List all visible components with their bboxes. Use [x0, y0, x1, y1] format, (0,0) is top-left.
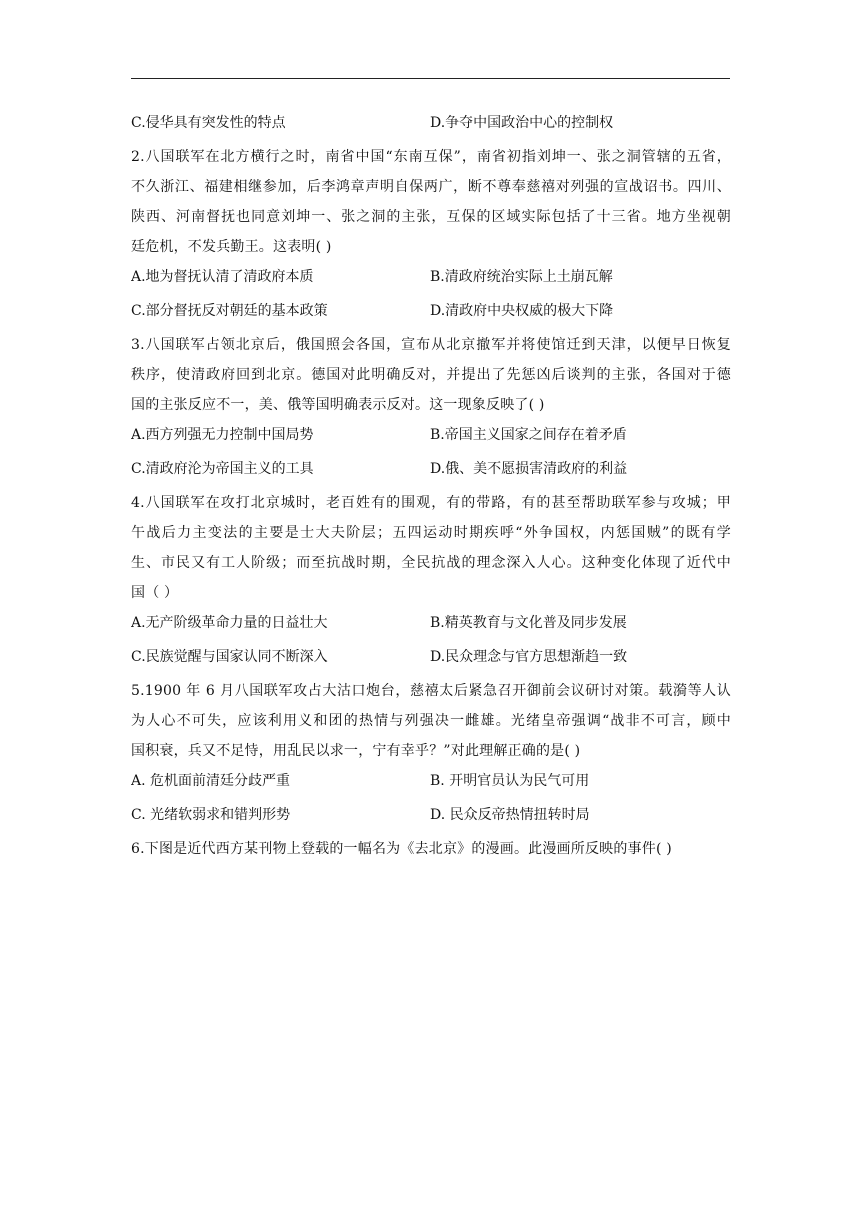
- option-a: A.西方列强无力控制中国局势: [131, 427, 314, 443]
- question-stem-line: 4.八国联军在攻打北京城时，老百姓有的围观，有的带路，有的甚至帮助联军参与攻城；甲: [131, 495, 731, 511]
- option-a: A.无产阶级革命力量的日益壮大: [131, 615, 328, 631]
- question-stem-line: 午战后力主变法的主要是士大夫阶层；五四运动时期疾呼“外争国权，内惩国贼”的既有学: [131, 525, 731, 541]
- option-c: C.部分督抚反对朝廷的基本政策: [131, 303, 328, 319]
- option-row: [131, 642, 731, 676]
- question-stem-line: 为人心不可失，应该利用义和团的热情与列强决一雌雄。光绪皇帝强调“战非不可言，顾中: [131, 713, 731, 729]
- option-a: A. 危机面前清廷分歧严重: [131, 773, 291, 789]
- option-c: C. 光绪软弱求和错判形势: [131, 807, 291, 823]
- question-stem-line: 3.八国联军占领北京后，俄国照会各国，宣布从北京撤军并将使馆迁到天津，以便早日恢复: [131, 337, 731, 353]
- question-6: [131, 834, 731, 864]
- option-row: [131, 262, 731, 296]
- option-row: [131, 420, 731, 454]
- option-c: C.民族觉醒与国家认同不断深入: [131, 649, 328, 665]
- question-stem-line: 不久浙江、福建相继参加，后李鸿章声明自保两广，断不尊奉慈禧对列强的宣战诏书。四川、: [131, 179, 731, 195]
- option-d: D.争夺中国政治中心的控制权: [430, 115, 614, 131]
- question-stem-line: 陕西、河南督抚也同意刘坤一、张之洞的主张，互保的区域实际包括了十三省。地方坐视朝: [131, 209, 731, 225]
- option-a: A.地为督抚认清了清政府本质: [131, 269, 314, 285]
- option-row: [131, 454, 731, 488]
- option-d: D.民众理念与官方思想渐趋一致: [430, 649, 628, 665]
- question-2: [131, 142, 731, 330]
- question-stem-line: 生、市民又有工人阶级；而至抗战时期，全民抗战的理念深入人心。这种变化体现了近代中: [131, 555, 731, 571]
- document-body: [131, 108, 731, 864]
- option-d: D.俄、美不愿损害清政府的利益: [430, 461, 628, 477]
- question-stem-line: 国（ ）: [131, 585, 179, 601]
- question-stem-line: 5.1900 年 6 月八国联军攻占大沽口炮台，慈禧太后紧急召开御前会议研讨对策。载漪等人认: [131, 683, 731, 699]
- option-row: [131, 608, 731, 642]
- option-b: B. 开明官员认为民气可用: [430, 773, 590, 789]
- option-b: B.清政府统治实际上土崩瓦解: [430, 269, 613, 285]
- question-stem-line: 秩序，使清政府回到北京。德国对此明确反对，并提出了先惩凶后谈判的主张，各国对于德: [131, 367, 731, 383]
- option-b: B.精英教育与文化普及同步发展: [430, 615, 627, 631]
- header-rule: [131, 78, 730, 79]
- question-stem-line: 国积衰，兵又不足恃，用乱民以求一，宁有幸乎？”对此理解正确的是( ): [131, 743, 581, 759]
- option-row: [131, 800, 731, 834]
- question-stem-line: 6.下图是近代西方某刊物上登载的一幅名为《去北京》的漫画。此漫画所反映的事件( ): [131, 841, 672, 857]
- option-c: C.清政府沦为帝国主义的工具: [131, 461, 314, 477]
- option-d: D.清政府中央权威的极大下降: [430, 303, 614, 319]
- option-row: [131, 296, 731, 330]
- question-5: [131, 676, 731, 834]
- question-4: [131, 488, 731, 676]
- question-stem-line: 国的主张反应不一，美、俄等国明确表示反对。这一现象反映了( ): [131, 397, 545, 413]
- previous-question-options: [131, 108, 731, 142]
- question-stem-line: 廷危机，不发兵勤王。这表明( ): [131, 239, 332, 255]
- option-row: [131, 766, 731, 800]
- option-d: D. 民众反帝热情扭转时局: [430, 807, 590, 823]
- question-stem-line: 2.八国联军在北方横行之时，南省中国“东南互保”，南省初指刘坤一、张之洞管辖的五省，: [131, 149, 731, 165]
- option-b: B.帝国主义国家之间存在着矛盾: [430, 427, 627, 443]
- option-c: C.侵华具有突发性的特点: [131, 115, 286, 131]
- question-3: [131, 330, 731, 488]
